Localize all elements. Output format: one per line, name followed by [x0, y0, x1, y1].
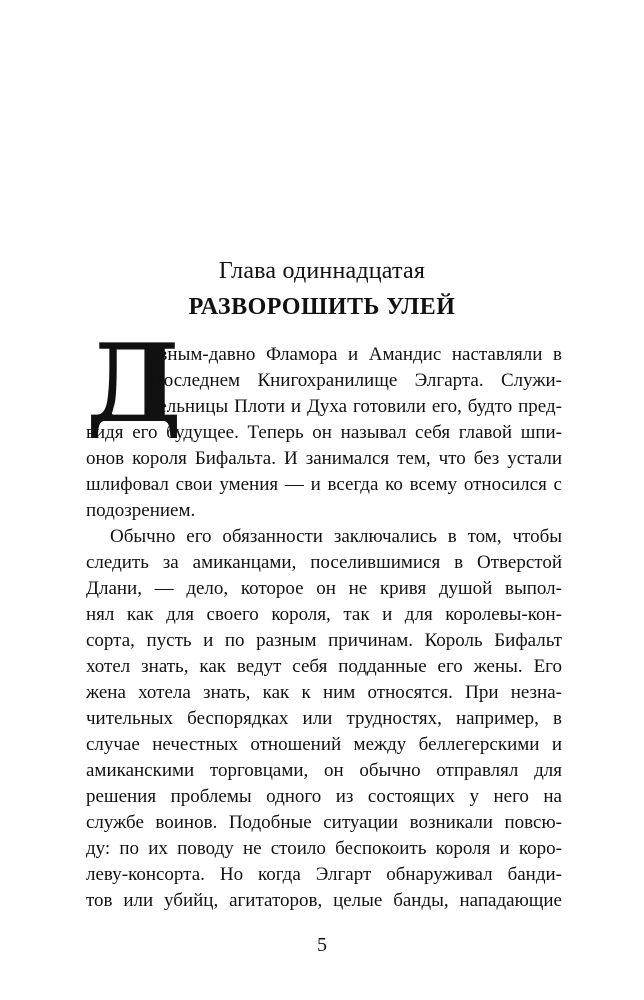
body-text-line: тельницы Плоти и Духа готовили его, будто пред-	[150, 396, 562, 417]
body-text-line: леву-консорта. Но когда Элгарт обнаруживал банди-	[86, 864, 562, 885]
drop-cap: Д	[86, 321, 183, 447]
page-number: 5	[317, 934, 327, 956]
body-text-line: жена хотела знать, как к ним относятся. При незна-	[86, 682, 562, 703]
body-text-line: видя его будущее. Теперь он называл себя главой шпи-	[86, 422, 562, 443]
body-text-line: ду: по их поводу не стоило беспокоить короля и коро-	[86, 838, 562, 859]
body-text-line: случае нечестных отношений между беллегерскими и	[86, 734, 562, 755]
body-text-line: шлифовал свои умения — и всегда ко всему относился с	[86, 474, 562, 495]
body-text-line: онов короля Бифальта. И занимался тем, что без устали	[86, 448, 562, 469]
body-text-line: решения проблемы одного из состоящих у него на	[86, 786, 562, 807]
body-text-line: подозрением.	[86, 500, 196, 521]
body-text-line: службе воинов. Подобные ситуации возникали повсю-	[86, 812, 562, 833]
body-text-line: нял как для своего короля, так и для королевы-кон-	[86, 604, 562, 625]
body-text-line: чительных беспорядках или трудностях, например, в	[86, 708, 562, 729]
body-text-line: хотел знать, как ведут себя подданные его жены. Его	[86, 656, 562, 677]
body-text-line: тов или убийц, агитаторов, целые банды, нападающие	[86, 890, 562, 911]
body-text-line: Последнем Книгохранилище Элгарта. Служи-	[150, 370, 562, 391]
body-text-line: Обычно его обязанности заключались в том, чтобы	[110, 526, 562, 547]
body-text-line: авным-давно Фламора и Амандис наставляли в	[150, 344, 562, 365]
body-text-line: сорта, пусть и по разным причинам. Король Бифальт	[86, 630, 562, 651]
body-text-line: амиканскими торговцами, он обычно отправлял для	[86, 760, 562, 781]
body-text-line: Длани, — дело, которое он не кривя душой выпол-	[86, 578, 562, 599]
body-text-line: следить за амиканцами, поселившимися в Отверстой	[86, 552, 562, 573]
chapter-title: РАЗВОРОШИТЬ УЛЕЙ	[188, 294, 456, 320]
chapter-label: Глава одиннадцатая	[218, 258, 426, 284]
